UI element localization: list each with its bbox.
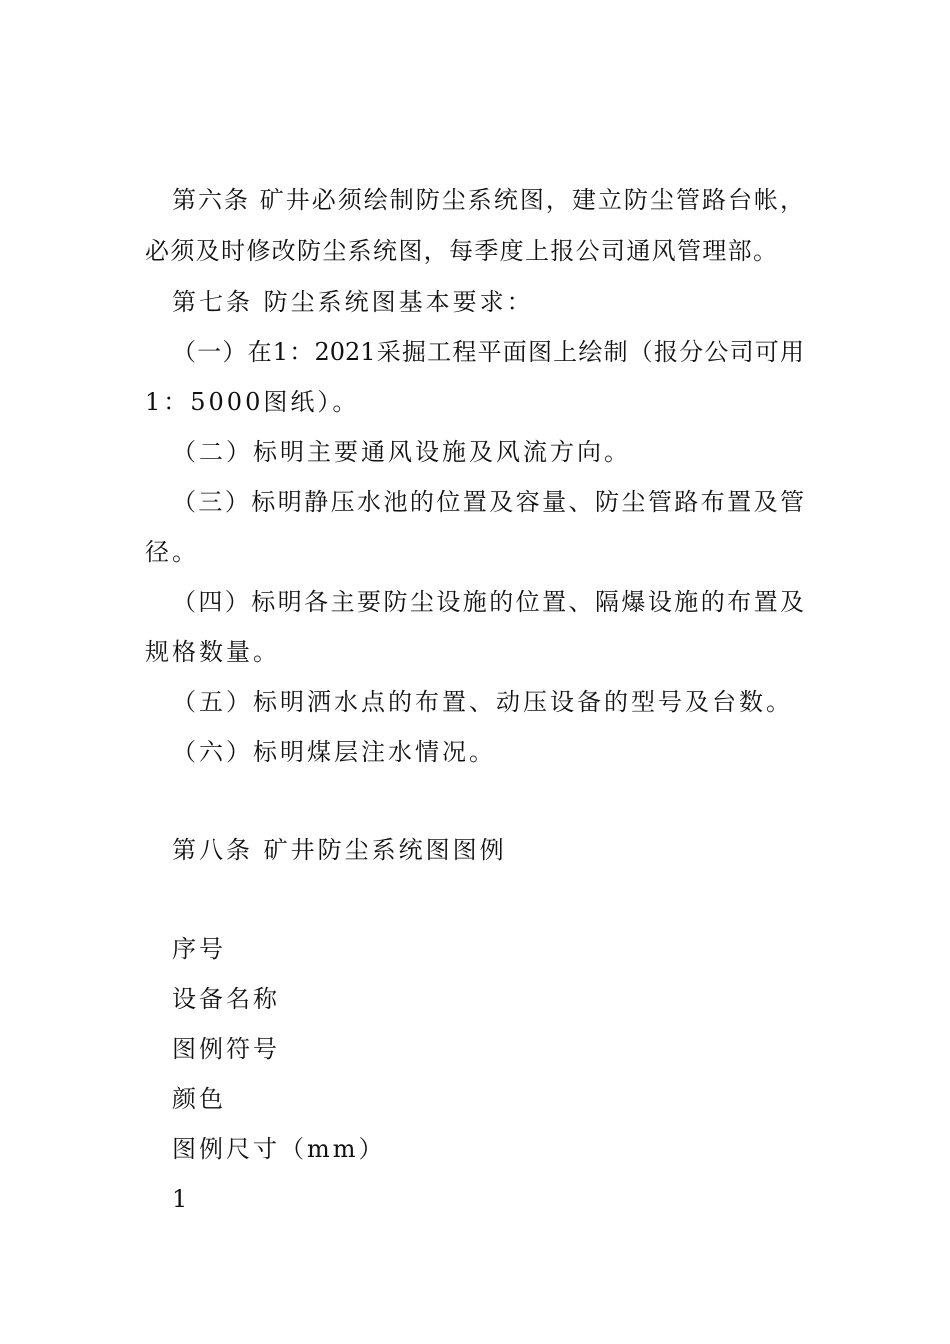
article8-heading: 第八条 矿井防尘系统图图例: [172, 836, 507, 864]
article7-item1-line2: 1：5000图纸）。: [145, 388, 360, 416]
article7-heading: 第七条 防尘系统图基本要求：: [172, 288, 534, 316]
article7-item3-line1: （三）标明静压水池的位置及容量、防尘管路布置及管: [172, 488, 804, 516]
article7-item4-line1: （四）标明各主要防尘设施的位置、隔爆设施的布置及: [172, 588, 804, 616]
article6-line1: 第六条 矿井必须绘制防尘系统图，建立防尘管路台帐，: [172, 186, 804, 214]
article7-item6: （六）标明煤层注水情况。: [172, 738, 496, 766]
table-header-cell: 序号: [172, 935, 226, 963]
article7-item2: （二）标明主要通风设施及风流方向。: [172, 438, 631, 466]
article6-line2: 必须及时修改防尘系统图，每季度上报公司通风管理部。: [145, 237, 777, 265]
article7-item4-line2: 规格数量。: [145, 638, 280, 666]
article7-item1-line1: （一）在1：2021采掘工程平面图上绘制（报分公司可用: [172, 338, 804, 366]
table-header-cell: 设备名称: [172, 985, 280, 1013]
table-header-cell: 图例符号: [172, 1035, 280, 1063]
table-header-cell: 颜色: [172, 1085, 226, 1113]
table-header-cell: 图例尺寸（mm）: [172, 1135, 386, 1163]
article7-item3-line2: 径。: [145, 538, 199, 566]
table-row-number: 1: [172, 1185, 191, 1213]
article7-item5: （五）标明洒水点的布置、动压设备的型号及台数。: [172, 688, 793, 716]
